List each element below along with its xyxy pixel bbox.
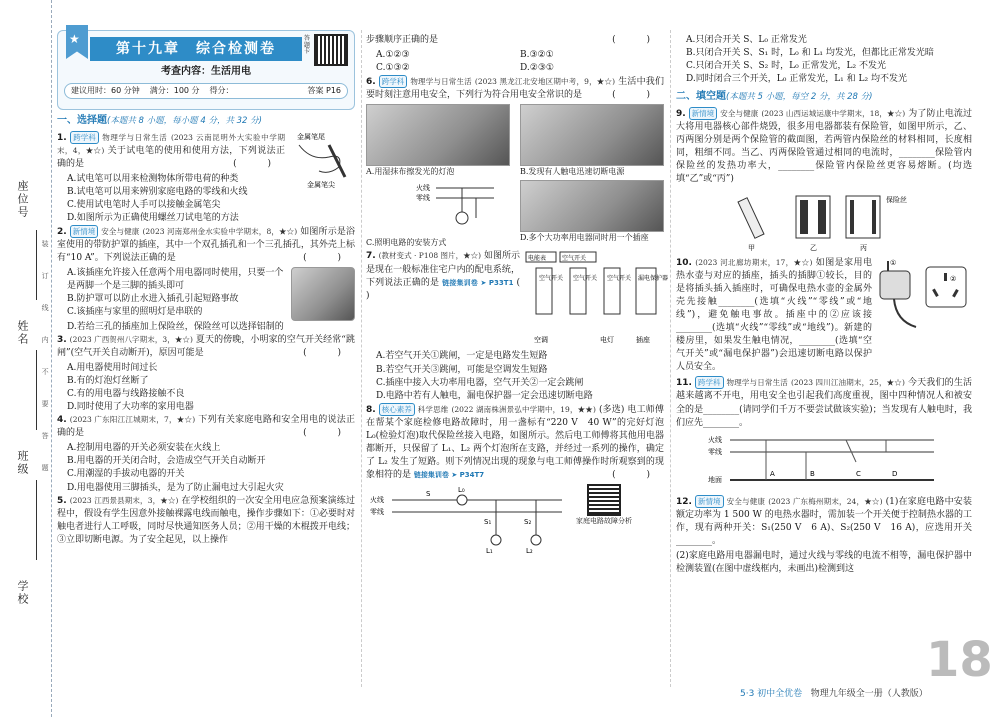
option-a[interactable]: A.用湿抹布擦发光的灯泡: [366, 167, 455, 177]
question-source: (2023 广西贺州八字期末，3，★☆): [69, 335, 193, 345]
option-c[interactable]: C.使用试电笔时人手可以接触金属笔尖: [67, 199, 221, 210]
score-field[interactable]: 得分：: [209, 86, 234, 96]
section-title: [676, 90, 972, 105]
answer-paren[interactable]: ( ): [366, 277, 520, 301]
question-number: 12.: [676, 496, 692, 507]
section-title: [57, 114, 355, 129]
book-title: 物理九年级全一册（人教版）: [810, 689, 928, 699]
fig-label: 甲: [748, 243, 755, 252]
fig-label: 空气开关: [573, 275, 598, 283]
fig-label: 空调: [534, 336, 548, 345]
question-tag: 跨学科: [379, 75, 408, 88]
question-tag: 跨学科: [695, 376, 724, 389]
electric-shock-photo: [520, 104, 664, 166]
info-row: [64, 83, 348, 99]
option-d[interactable]: D.同时使用了大功率的家用电器: [67, 402, 194, 413]
fig-label: S: [426, 489, 431, 498]
question-number: 10.: [676, 258, 692, 269]
option-a[interactable]: A.只闭合开关 S、L₀ 正常发光: [686, 35, 807, 45]
question-tag: 新情境: [70, 225, 99, 238]
fig-label: 保险丝: [886, 195, 907, 204]
binding-margin: [0, 0, 52, 717]
fig-label: 空气开关: [539, 275, 564, 283]
question-source: (2023 四川江油期末，25，★☆): [790, 378, 905, 388]
brand-name: 5·3 初中全优卷: [740, 689, 803, 699]
section-name: 二、填空题: [676, 91, 726, 103]
question-number: 2.: [57, 226, 67, 237]
question-stem: 如图是家用电热水壶与对应的插座，插头的插脚①较长，目的是将插头插入插座时，可确保电热水壶的金属外壳先接触________(选填“火线”“零线”或“地线”)，避免触电事故。插座中的②应该接________(选填“火线”“零线”或“地线”)。新建的楼房里，如果发生触电情况，________(选填“空气开关”或“漏电保护器”)会迅速切断电路以保护人员安全。: [676, 258, 872, 373]
qr-code-icon[interactable]: [314, 34, 348, 66]
question-number: 4.: [57, 415, 67, 426]
question-3: [57, 334, 355, 360]
option-d[interactable]: D.若给三孔的插座加上保险丝，保险丝可以选择铝制的: [67, 321, 284, 332]
time-suggestion: 建议用时：60 分钟: [71, 86, 140, 96]
question-stem: 如图所示是现在一般标准住宅户内的配电系统，下列说法正确的是: [366, 251, 520, 288]
question-number: 8.: [366, 404, 376, 415]
fig-label: 金属笔尖: [307, 180, 335, 189]
power-strip-photo: [520, 180, 664, 232]
qr-note: 答题卡: [304, 35, 311, 56]
question-10: [676, 257, 872, 374]
option-a[interactable]: A.试电笔可以用来检测物体所带电荷的种类: [67, 173, 239, 184]
option-b[interactable]: B.防护罩可以防止水进入插孔引起短路事故: [67, 294, 239, 305]
question-11: [676, 376, 972, 429]
plug-socket-figure: [876, 257, 972, 331]
question-5-cont: [366, 34, 664, 47]
cut-char: 订: [41, 272, 50, 279]
question-part-2: (2)家庭电路用电器漏电时，通过火线与零线的电流不相等，漏电保护器中检测装置(在图中虚线框内，未画出)检测到这: [676, 550, 972, 574]
question-number: 7.: [366, 251, 376, 262]
option-row: [366, 49, 664, 62]
question-part-1: (1)在家庭电路中安装额定功率为 1 500 W 的电热水器时，需加装一个开关便于控制热水器的工作，现有两种开关：S₁(250 V 6 A)、S₂(250 V 16 A)，应选用开关________。: [676, 496, 973, 546]
touching-wires-figure: [706, 432, 936, 490]
question-stem: 夏天的傍晚，小明家的空气开关经常“跳闸”(空气开关自动断开)，原因可能是: [57, 335, 355, 359]
subtitle: 考查内容：生活用电: [161, 66, 251, 77]
option-d[interactable]: D.多个大功率用电器同时用一个插座: [520, 232, 649, 242]
option-b[interactable]: B.试电笔可以用来辨别家庭电路的零线和火线: [67, 186, 248, 197]
tag-text: 物理学与日常生活: [102, 132, 168, 142]
tag-text: 物理学与日常生活: [410, 77, 472, 87]
column-divider: [670, 30, 671, 687]
question-number: 5.: [57, 495, 67, 506]
fig-label: L₁: [486, 546, 493, 555]
tag-text: 安全与健康: [726, 496, 766, 506]
fig-label: 丙: [860, 243, 867, 252]
wet-cloth-lamp-photo: [366, 104, 510, 166]
question-source: (2022 湖南株洲景弘中学期中，19，★★): [451, 404, 596, 414]
section-hint: (本题共 8 小题，每小题 4 分，共 32 分): [107, 116, 262, 126]
fig-label: 空气开关: [562, 255, 587, 263]
question-tag: 新情境: [689, 107, 718, 120]
question-source: (教材变式 · P108 图片，★☆): [378, 251, 482, 261]
option-d[interactable]: D.电路中若有人触电，漏电保护器一定会迅速切断电路: [376, 390, 593, 401]
question-source: (2023 江西景县期末，3，★☆): [69, 495, 179, 505]
option-d[interactable]: D.②③①: [520, 63, 554, 74]
question-number: 6.: [366, 77, 376, 88]
option-c[interactable]: C.插座中接入大功率用电器，空气开关②一定会跳闸: [376, 377, 584, 388]
question-2: [57, 225, 355, 265]
star-icon: ★: [69, 32, 80, 46]
fig-label: ①: [890, 259, 897, 268]
question-source: (2023 黑龙江北安地区期中考，9，★☆): [474, 77, 616, 87]
cut-char: 装: [41, 240, 50, 247]
fig-label: 金属笔尾: [297, 132, 325, 141]
question-6: [366, 75, 664, 102]
cut-char: 不: [41, 368, 50, 375]
fig-label: 零线: [708, 447, 722, 456]
multi-select-note: (多选): [598, 404, 625, 415]
seat-number-label: 座位号: [15, 180, 29, 219]
tag-text: 安全与健康: [101, 226, 140, 236]
fig-label: 乙: [810, 243, 817, 252]
training-link[interactable]: 链接集训卷 ➤ P33T1: [442, 278, 514, 287]
answer-paren[interactable]: ( ): [612, 469, 664, 480]
option-a[interactable]: A.若空气开关①跳闸，一定是电路发生短路: [376, 351, 548, 362]
column-2: [366, 34, 669, 687]
fig-label: B: [810, 469, 815, 478]
lighting-circuit-figure: [366, 180, 496, 232]
question-source: (2023 广东梅州期末，24，★☆): [768, 496, 883, 506]
option-a[interactable]: A.控制用电器的开关必须安装在火线上: [67, 443, 221, 454]
option-d[interactable]: D.用电器使用三脚插头，是为了防止漏电过大引起火灾: [67, 482, 284, 493]
option-c[interactable]: C.只闭合开关 S、S₂ 时，L₀ 正常发光，L₂ 不发光: [686, 61, 886, 72]
fig-label: 漏电保护器: [638, 275, 669, 283]
fig-label: A: [770, 469, 775, 478]
answer-paren[interactable]: ( ): [303, 428, 355, 439]
fig-label: D: [892, 469, 898, 478]
cut-char: 要: [41, 400, 50, 407]
question-number: 3.: [57, 335, 67, 346]
fig-label: 电能表: [528, 255, 547, 263]
school-label: 学校: [15, 580, 29, 606]
test-pen-figure: [289, 131, 355, 191]
answer-paren[interactable]: ( ): [233, 158, 285, 169]
question-stem: 步骤顺序正确的是: [366, 35, 439, 45]
class-label: 班级: [15, 450, 29, 476]
test-header: [57, 30, 355, 110]
fig-label: 零线: [416, 193, 430, 202]
question-9: [676, 107, 972, 186]
column-3: [676, 34, 972, 687]
question-number: 9.: [676, 108, 686, 119]
fig-label: 火线: [370, 495, 384, 504]
question-tag: 跨学科: [70, 131, 99, 144]
fig-label: 插座: [636, 336, 650, 345]
question-stem: 如图所示是浴室使用的带防护罩的插座，其中一个双孔插孔和一个三孔插孔，其外壳上标有“10 A”。下列说法正确的是: [57, 226, 355, 263]
option-b[interactable]: B.只闭合开关 S、S₁ 时，L₀ 和 L₁ 均发光，但都比正常发光暗: [686, 48, 934, 59]
tag-text: 安全与健康: [720, 108, 759, 118]
fill-line: [36, 480, 37, 560]
option-row: [366, 62, 664, 75]
socket-photo: [291, 267, 355, 321]
question-number: 1.: [57, 132, 67, 143]
fuse-tube-figure: [736, 188, 936, 252]
name-label: 姓名: [15, 320, 29, 346]
section-name: 一、选择题: [57, 115, 107, 126]
option-b[interactable]: B.③②①: [520, 50, 554, 61]
fig-label: ②: [950, 275, 957, 284]
question-12: [676, 495, 972, 548]
fig-label: S₂: [524, 517, 532, 526]
answer-paren[interactable]: ( ): [612, 90, 664, 101]
fig-label: L₂: [526, 546, 533, 555]
fig-label: 地面: [708, 475, 722, 484]
question-stem: 在学校组织的一次安全用电应急预案演练过程中，假设有学生因意外接触裸露电线而触电，操作步骤如下：①必要时对触电者进行人工呼吸，同时尽快通知医务人员；②用干燥的木棍拨开电线；③立即切断电源。为了安全起见，以上操作: [57, 495, 355, 545]
cut-char: 内: [41, 336, 50, 343]
section-hint: (本题共 5 小题，每空 2 分，共 28 分): [726, 92, 873, 103]
fig-label: 空气开关: [607, 275, 632, 283]
fill-line: [36, 350, 37, 430]
fig-label: S₁: [484, 517, 492, 526]
option-b[interactable]: B.发现有人触电迅速切断电源: [520, 167, 625, 177]
question-number: 11.: [676, 378, 692, 389]
question-8: [366, 403, 664, 482]
question-stem: 为了防止电流过大将用电器核心部件烧毁，很多用电器都装有保险管，如图甲所示，乙、丙两图分别是两个保险管的截面图，若两管内保险丝的材料相同，长度相同，粗细不同。当乙、丙两保险管通过相同的电流时，________保险管内保险丝的发热功率大，________保险管内保险丝更容易熔断。(均选填“乙”或“丙”): [676, 108, 972, 184]
question-tag: 新情境: [695, 495, 724, 508]
tag-text: 物理学与日常生活: [726, 378, 788, 388]
fig-label: 电灯: [600, 336, 614, 345]
question-5: [57, 495, 355, 547]
cut-char: 题: [41, 464, 50, 471]
question-source: (2023 河南郑州金水实验中学期末，8，★☆): [142, 226, 298, 236]
option-a[interactable]: A.该插座允许接入任意两个用电器同时使用，只要一个是两脚一个是三脚的插头即可: [67, 267, 284, 292]
answer-paren[interactable]: ( ): [303, 348, 355, 359]
page-title: 第十九章 综合检测卷: [90, 37, 302, 61]
fig-label: 零线: [370, 507, 384, 516]
question-source: (2023 云南昆明外大实验中学期末，4，★☆): [57, 132, 285, 155]
fault-circuit-figure: [366, 484, 566, 554]
fig-label: C: [856, 469, 861, 478]
answer-paren[interactable]: ( ): [612, 35, 664, 45]
question-stem: 生活中我们要时刻注意用电安全，下列行为符合用电安全常识的是: [366, 77, 664, 101]
training-link[interactable]: 链接集训卷 ➤ P34T7: [413, 470, 485, 479]
tag-text: 科学思维: [417, 404, 449, 414]
answer-paren[interactable]: ( ): [303, 252, 355, 263]
distribution-circuit-figure: [524, 250, 669, 350]
question-stem: 电工师傅在帮某个家庭检修电路故障时，用一盏标有“220 V 40 W”的完好灯泡 L₀(检验灯泡)取代保险丝接入电路，如图所示。然后电工师傅将其他用电器都断开，只保留了 L₁、L₂ 两个灯泡所在支路，并经过一系列的操作，确定了 L₂ 发生了短路。则下列情况出现的现象与电工师傅操作时所观察到的现象相符的是: [366, 404, 664, 480]
option-a[interactable]: A.①②③: [376, 50, 410, 61]
cut-char: 答: [41, 432, 50, 439]
option-d[interactable]: D.如图所示为正确使用螺丝刀试电笔的方法: [67, 212, 239, 223]
option-a[interactable]: A.用电器使用时间过长: [67, 363, 158, 374]
option-b[interactable]: B.若空气开关③跳闸，可能是空调发生短路: [376, 364, 548, 375]
question-source: (2023 河北廊坊期末，17，★☆): [695, 258, 813, 268]
column-divider: [361, 30, 362, 687]
option-b[interactable]: B.有的灯泡灯丝断了: [67, 376, 149, 387]
option-c[interactable]: C.照明电路的安装方式: [366, 237, 447, 247]
cut-char: 线: [41, 304, 50, 311]
question-tag: 核心素养: [379, 403, 415, 416]
column-1: [57, 30, 355, 687]
fig-label: L₀: [458, 485, 465, 494]
option-c[interactable]: C.有的用电器与线路接触不良: [67, 389, 185, 400]
option-c[interactable]: C.该插座与家里的照明灯是串联的: [67, 307, 203, 318]
full-score: 满分：100 分: [149, 86, 200, 96]
question-stem: 关于试电笔的使用和使用方法，下列说法正确的是: [57, 145, 285, 169]
fill-line: [36, 230, 37, 300]
question-4: [57, 414, 355, 440]
page-number-large: 18: [926, 632, 993, 688]
question-7: [366, 250, 520, 302]
option-b[interactable]: B.用电器的开关闭合时，会造成空气开关自动断开: [67, 456, 266, 467]
question-source: (2023 广东阳江江城期末，7，★☆): [69, 415, 196, 425]
qr-caption: 家庭电路故障分析: [576, 516, 632, 525]
question-stem: 今天我们的生活越来越离不开电，用电安全也引起我们高度重视，图中四种情况人和被安全的是________(请同学们千万不要尝试做该实验)；当发现有人触电时，我们应先________。: [676, 378, 972, 428]
fig-label: 火线: [416, 183, 430, 192]
fig-label: 火线: [708, 435, 722, 444]
question-stem: 下列有关家庭电路和安全用电的说法正确的是: [57, 415, 355, 439]
answer-reference: 答案 P16: [307, 86, 341, 96]
option-c[interactable]: C.①③②: [376, 63, 410, 74]
question-source: (2023 山西运城运康中学期末，18，★☆): [761, 108, 906, 118]
option-d[interactable]: D.同时闭合三个开关，L₀ 正常发光，L₁ 和 L₂ 均不发光: [686, 74, 907, 85]
page-footer: [740, 688, 928, 701]
option-c[interactable]: C.用潮湿的手拔动电器的开关: [67, 469, 185, 480]
qr-code-icon[interactable]: [587, 484, 621, 516]
